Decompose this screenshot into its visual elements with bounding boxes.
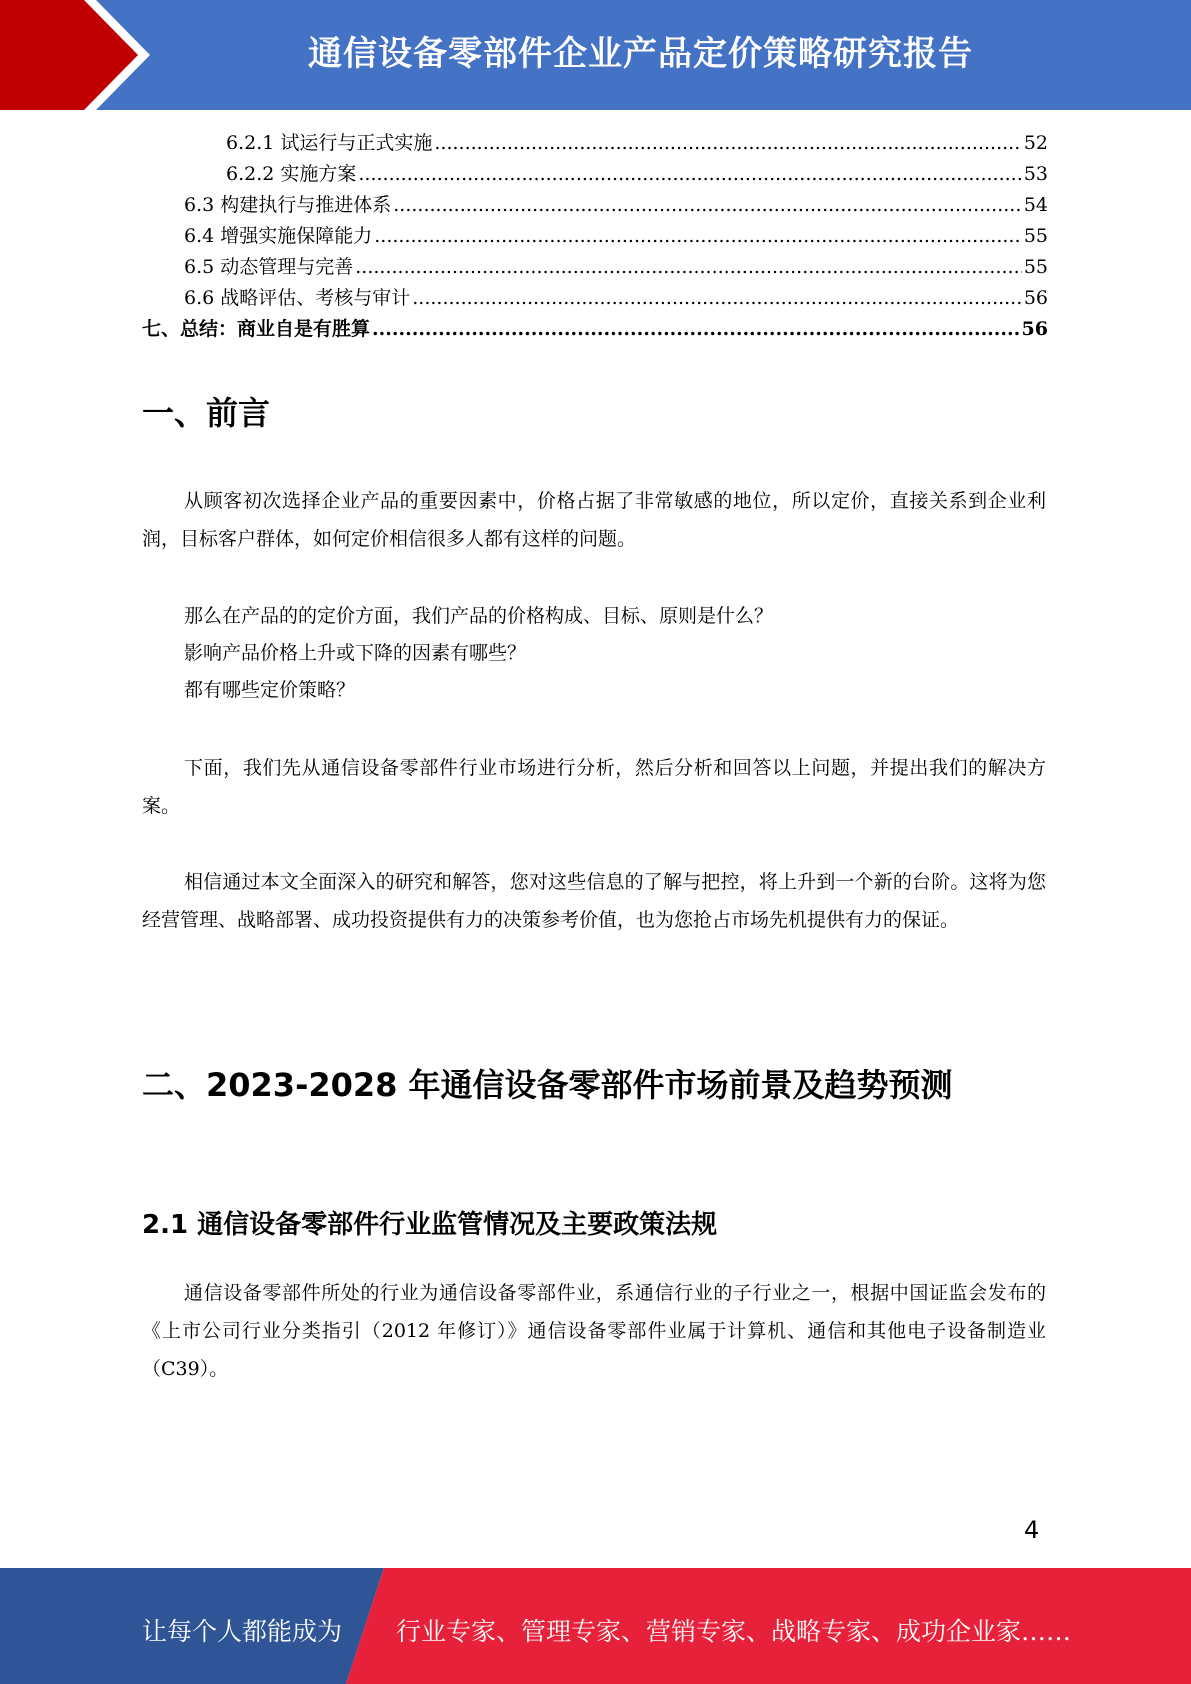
preface-question-2: 影响产品价格上升或下降的因素有哪些？ — [184, 642, 527, 664]
section-heading-preface: 一、前言 — [142, 394, 271, 432]
toc-entry-page: 54 — [1023, 194, 1048, 216]
toc-entry-label: 6.6 战略评估、考核与审计 — [184, 287, 411, 309]
toc-entry[interactable] — [142, 190, 1048, 221]
toc-entry-chapter[interactable] — [142, 314, 1048, 345]
table-of-contents — [142, 128, 1048, 345]
preface-question-3: 都有哪些定价策略？ — [184, 679, 356, 701]
preface-paragraph-3: 相信通过本文全面深入的研究和解答，您对这些信息的了解与把控，将上升到一个新的台阶。这将为您经营管理、战略部署、成功投资提供有力的决策参考价值，也为您抢占市场先机提供有力的保证。 — [142, 871, 1046, 931]
report-title: 通信设备零部件企业产品定价策略研究报告 — [308, 34, 973, 74]
toc-entry-page: 53 — [1023, 163, 1048, 185]
toc-entry[interactable] — [142, 221, 1048, 252]
preface-paragraph-1: 从顾客初次选择企业产品的重要因素中，价格占据了非常敏感的地位，所以定价，直接关系到企业利润，目标客户群体，如何定价相信很多人都有这样的问题。 — [142, 490, 1046, 550]
toc-entry[interactable] — [142, 128, 1048, 159]
toc-leader-dots — [374, 221, 1022, 252]
toc-entry-label: 七、总结：商业自是有胜算 — [142, 318, 371, 340]
toc-entry[interactable] — [142, 159, 1048, 190]
page-header — [0, 0, 1191, 110]
subsection-heading-regulation: 2.1 通信设备零部件行业监管情况及主要政策法规 — [142, 1210, 718, 1240]
page-footer — [0, 1568, 1191, 1684]
toc-entry-page: 55 — [1023, 256, 1048, 278]
toc-entry-page: 52 — [1023, 132, 1048, 154]
toc-entry-label: 6.2.2 实施方案 — [226, 163, 357, 185]
toc-entry-label: 6.3 构建执行与推进体系 — [184, 194, 392, 216]
footer-slogan-right: 行业专家、管理专家、营销专家、战略专家、成功企业家…… — [396, 1617, 1072, 1646]
toc-entry[interactable] — [142, 283, 1048, 314]
toc-entry-label: 6.4 增强实施保障能力 — [184, 225, 373, 247]
toc-leader-dots — [355, 252, 1022, 283]
toc-leader-dots — [358, 159, 1021, 190]
toc-leader-dots — [393, 190, 1022, 221]
toc-entry-page: 56 — [1023, 287, 1048, 309]
preface-question-1: 那么在产品的的定价方面，我们产品的价格构成、目标、原则是什么？ — [184, 605, 774, 627]
section-heading-market-outlook: 二、2023-2028 年通信设备零部件市场前景及趋势预测 — [142, 1066, 953, 1104]
footer-slogan-left: 让每个人都能成为 — [142, 1617, 343, 1646]
toc-entry[interactable] — [142, 252, 1048, 283]
preface-paragraph-2: 下面，我们先从通信设备零部件行业市场进行分析，然后分析和回答以上问题，并提出我们的解决方案。 — [142, 757, 1046, 817]
toc-entry-label: 6.5 动态管理与完善 — [184, 256, 354, 278]
toc-leader-dots — [372, 314, 1020, 345]
regulation-paragraph: 通信设备零部件所处的行业为通信设备零部件业，系通信行业的子行业之一，根据中国证监会发布的《上市公司行业分类指引（2012 年修订）》通信设备零部件业属于计算机、通信和其他电子设备制造业（C39）。 — [142, 1282, 1046, 1380]
toc-entry-page: 56 — [1021, 318, 1048, 340]
page-number: 4 — [1024, 1516, 1040, 1544]
toc-leader-dots — [434, 128, 1021, 159]
toc-entry-page: 55 — [1023, 225, 1048, 247]
toc-leader-dots — [412, 283, 1022, 314]
toc-entry-label: 6.2.1 试运行与正式实施 — [226, 132, 433, 154]
